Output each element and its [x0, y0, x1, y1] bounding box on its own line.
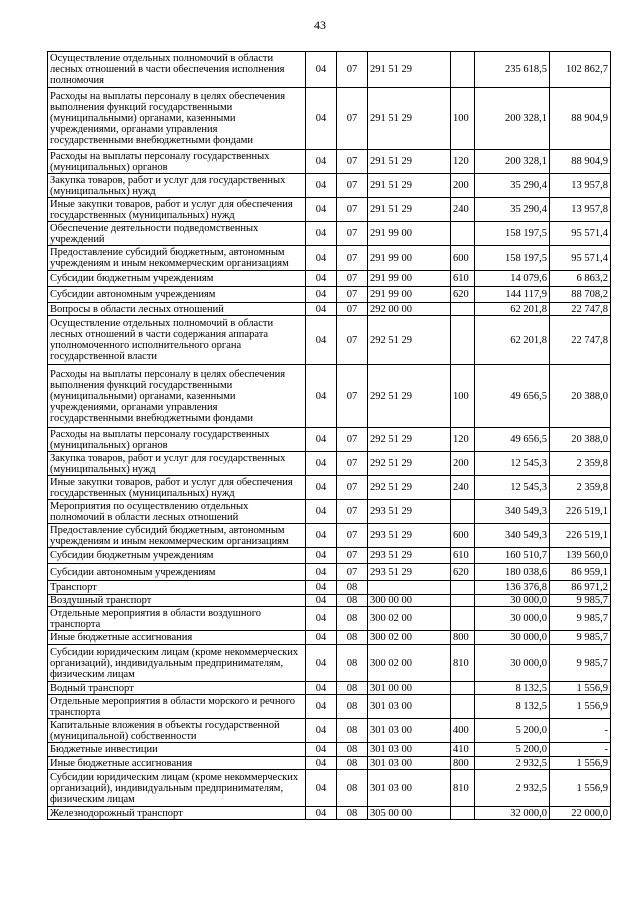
- row-section: 04: [306, 631, 337, 645]
- row-amount-actual: 86 971,2: [550, 581, 611, 595]
- row-expense-type: [451, 303, 475, 316]
- row-expense-type: 610: [451, 271, 475, 287]
- row-amount-plan: 136 376,8: [475, 581, 550, 595]
- row-subsection: 07: [337, 316, 368, 365]
- row-amount-plan: 49 656,5: [475, 365, 550, 428]
- row-amount-actual: -: [550, 719, 611, 743]
- row-subsection: 07: [337, 174, 368, 198]
- row-expense-type: 800: [451, 631, 475, 645]
- row-amount-actual: 226 519,1: [550, 500, 611, 524]
- row-section: 04: [306, 476, 337, 500]
- row-name: Водный транспорт: [48, 682, 306, 695]
- row-expense-type: 600: [451, 524, 475, 548]
- table-row: [48, 695, 611, 719]
- row-target-code: 301 00 00: [368, 682, 451, 695]
- table-row: [48, 316, 611, 365]
- row-expense-type: [451, 222, 475, 246]
- table-row: [48, 500, 611, 524]
- table-row: [48, 607, 611, 631]
- row-amount-plan: 30 000,0: [475, 595, 550, 607]
- row-name: Расходы на выплаты персоналу государственных (муниципальных) органов: [48, 150, 306, 174]
- row-subsection: 08: [337, 682, 368, 695]
- row-amount-plan: 35 290,4: [475, 198, 550, 222]
- row-amount-actual: 9 985,7: [550, 631, 611, 645]
- row-amount-plan: 2 932,5: [475, 770, 550, 807]
- row-amount-plan: 2 932,5: [475, 757, 550, 770]
- row-amount-plan: 8 132,5: [475, 695, 550, 719]
- row-amount-actual: 20 388,0: [550, 428, 611, 452]
- row-section: 04: [306, 645, 337, 682]
- row-target-code: 291 99 00: [368, 287, 451, 303]
- table-body: [48, 52, 611, 820]
- row-expense-type: 620: [451, 564, 475, 581]
- row-target-code: 293 51 29: [368, 524, 451, 548]
- row-amount-actual: 9 985,7: [550, 595, 611, 607]
- row-section: 04: [306, 287, 337, 303]
- row-name: Отдельные мероприятия в области морского и речного транспорта: [48, 695, 306, 719]
- row-section: 04: [306, 581, 337, 595]
- table-row: [48, 222, 611, 246]
- row-subsection: 08: [337, 770, 368, 807]
- row-section: 04: [306, 770, 337, 807]
- row-expense-type: [451, 682, 475, 695]
- row-expense-type: [451, 316, 475, 365]
- row-name: Обеспечение деятельности подведомственных учреждений: [48, 222, 306, 246]
- row-name: Транспорт: [48, 581, 306, 595]
- row-amount-actual: 139 560,0: [550, 548, 611, 564]
- table-row: [48, 150, 611, 174]
- row-amount-plan: 5 200,0: [475, 743, 550, 757]
- row-amount-actual: 1 556,9: [550, 770, 611, 807]
- row-target-code: 293 51 29: [368, 564, 451, 581]
- row-name: Предоставление субсидий бюджетным, автономным учреждениям и иным некоммерческим организациям: [48, 246, 306, 271]
- row-expense-type: 120: [451, 428, 475, 452]
- row-expense-type: 800: [451, 757, 475, 770]
- row-target-code: 291 51 29: [368, 52, 451, 88]
- row-name: Предоставление субсидий бюджетным, автономным учреждениям и иным некоммерческим организациям: [48, 524, 306, 548]
- row-section: 04: [306, 271, 337, 287]
- row-name: Иные бюджетные ассигнования: [48, 631, 306, 645]
- row-amount-actual: 88 904,9: [550, 88, 611, 150]
- row-name: Закупка товаров, работ и услуг для государственных (муниципальных) нужд: [48, 174, 306, 198]
- row-amount-plan: 200 328,1: [475, 150, 550, 174]
- row-amount-actual: 6 863,2: [550, 271, 611, 287]
- row-section: 04: [306, 500, 337, 524]
- table-row: [48, 548, 611, 564]
- table-row: [48, 428, 611, 452]
- table-row: [48, 631, 611, 645]
- row-target-code: 291 99 00: [368, 222, 451, 246]
- row-name: Отдельные мероприятия в области воздушного транспорта: [48, 607, 306, 631]
- row-amount-actual: 22 000,0: [550, 807, 611, 820]
- row-amount-plan: 160 510,7: [475, 548, 550, 564]
- row-amount-plan: 144 117,9: [475, 287, 550, 303]
- row-amount-plan: 5 200,0: [475, 719, 550, 743]
- table-row: [48, 581, 611, 595]
- row-amount-actual: 102 862,7: [550, 52, 611, 88]
- row-target-code: 301 03 00: [368, 770, 451, 807]
- row-target-code: 301 03 00: [368, 757, 451, 770]
- row-amount-actual: 13 957,8: [550, 198, 611, 222]
- table-row: [48, 365, 611, 428]
- row-subsection: 07: [337, 365, 368, 428]
- row-subsection: 07: [337, 500, 368, 524]
- row-target-code: 293 51 29: [368, 500, 451, 524]
- row-expense-type: 600: [451, 246, 475, 271]
- row-name: Расходы на выплаты персоналу в целях обеспечения выполнения функций государственными (муниципальными) органами, казенными учреждениями, органами управления государственными внебюджетными фондами: [48, 88, 306, 150]
- row-target-code: 301 03 00: [368, 695, 451, 719]
- row-target-code: [368, 581, 451, 595]
- row-subsection: 07: [337, 271, 368, 287]
- row-target-code: 292 51 29: [368, 452, 451, 476]
- row-amount-actual: 86 959,1: [550, 564, 611, 581]
- table-row: [48, 271, 611, 287]
- row-subsection: 07: [337, 88, 368, 150]
- row-section: 04: [306, 365, 337, 428]
- row-section: 04: [306, 807, 337, 820]
- row-section: 04: [306, 174, 337, 198]
- row-section: 04: [306, 595, 337, 607]
- row-amount-plan: 14 079,6: [475, 271, 550, 287]
- table-row: [48, 287, 611, 303]
- row-subsection: 08: [337, 743, 368, 757]
- row-target-code: 291 99 00: [368, 246, 451, 271]
- row-subsection: 08: [337, 607, 368, 631]
- row-amount-plan: 158 197,5: [475, 222, 550, 246]
- row-name: Воздушный транспорт: [48, 595, 306, 607]
- row-section: 04: [306, 719, 337, 743]
- row-target-code: 300 02 00: [368, 607, 451, 631]
- row-section: 04: [306, 682, 337, 695]
- row-amount-plan: 30 000,0: [475, 607, 550, 631]
- budget-table: [47, 51, 611, 820]
- row-section: 04: [306, 695, 337, 719]
- row-section: 04: [306, 452, 337, 476]
- row-subsection: 07: [337, 150, 368, 174]
- row-subsection: 07: [337, 452, 368, 476]
- row-subsection: 07: [337, 548, 368, 564]
- row-amount-plan: 200 328,1: [475, 88, 550, 150]
- table-row: [48, 719, 611, 743]
- row-name: Осуществление отдельных полномочий в области лесных отношений в части содержания аппарата уполномоченного исполнительного органа государственной власти: [48, 316, 306, 365]
- row-amount-actual: -: [550, 743, 611, 757]
- row-amount-plan: 35 290,4: [475, 174, 550, 198]
- row-expense-type: 200: [451, 452, 475, 476]
- table-row: [48, 303, 611, 316]
- table-row: [48, 452, 611, 476]
- row-expense-type: 120: [451, 150, 475, 174]
- row-target-code: 293 51 29: [368, 548, 451, 564]
- row-expense-type: 810: [451, 770, 475, 807]
- table-row: [48, 88, 611, 150]
- row-expense-type: 610: [451, 548, 475, 564]
- table-row: [48, 807, 611, 820]
- row-amount-actual: 88 708,2: [550, 287, 611, 303]
- row-amount-plan: 235 618,5: [475, 52, 550, 88]
- row-expense-type: 100: [451, 365, 475, 428]
- row-section: 04: [306, 303, 337, 316]
- row-target-code: 292 51 29: [368, 428, 451, 452]
- row-subsection: 07: [337, 303, 368, 316]
- row-subsection: 07: [337, 428, 368, 452]
- row-name: Закупка товаров, работ и услуг для государственных (муниципальных) нужд: [48, 452, 306, 476]
- row-amount-plan: 62 201,8: [475, 303, 550, 316]
- row-amount-plan: 30 000,0: [475, 631, 550, 645]
- row-amount-plan: 49 656,5: [475, 428, 550, 452]
- row-name: Мероприятия по осуществлению отдельных полномочий в области лесных отношений: [48, 500, 306, 524]
- row-name: Субсидии автономным учреждениям: [48, 287, 306, 303]
- row-target-code: 300 02 00: [368, 645, 451, 682]
- row-expense-type: [451, 581, 475, 595]
- row-expense-type: [451, 607, 475, 631]
- row-subsection: 08: [337, 807, 368, 820]
- row-subsection: 07: [337, 198, 368, 222]
- row-section: 04: [306, 316, 337, 365]
- row-amount-actual: 9 985,7: [550, 607, 611, 631]
- row-target-code: 291 51 29: [368, 150, 451, 174]
- row-expense-type: 240: [451, 198, 475, 222]
- row-amount-plan: 62 201,8: [475, 316, 550, 365]
- row-amount-actual: 95 571,4: [550, 246, 611, 271]
- table-row: [48, 682, 611, 695]
- row-amount-plan: 12 545,3: [475, 476, 550, 500]
- row-target-code: 292 00 00: [368, 303, 451, 316]
- row-section: 04: [306, 524, 337, 548]
- row-expense-type: 810: [451, 645, 475, 682]
- row-section: 04: [306, 548, 337, 564]
- row-target-code: 291 51 29: [368, 174, 451, 198]
- row-amount-actual: 1 556,9: [550, 695, 611, 719]
- row-amount-plan: 340 549,3: [475, 500, 550, 524]
- row-name: Расходы на выплаты персоналу государственных (муниципальных) органов: [48, 428, 306, 452]
- row-amount-plan: 158 197,5: [475, 246, 550, 271]
- row-amount-actual: 2 359,8: [550, 476, 611, 500]
- row-name: Субсидии автономным учреждениям: [48, 564, 306, 581]
- page-number: 43: [314, 18, 326, 32]
- row-amount-plan: 30 000,0: [475, 645, 550, 682]
- row-amount-actual: 13 957,8: [550, 174, 611, 198]
- row-target-code: 305 00 00: [368, 807, 451, 820]
- row-amount-actual: 95 571,4: [550, 222, 611, 246]
- row-target-code: 301 03 00: [368, 743, 451, 757]
- table-row: [48, 645, 611, 682]
- row-target-code: 291 51 29: [368, 88, 451, 150]
- row-target-code: 292 51 29: [368, 316, 451, 365]
- row-expense-type: 240: [451, 476, 475, 500]
- row-section: 04: [306, 743, 337, 757]
- table-row: [48, 757, 611, 770]
- row-name: Субсидии юридическим лицам (кроме некоммерческих организаций), индивидуальным предпринимателям, физическим лицам: [48, 645, 306, 682]
- row-target-code: 301 03 00: [368, 719, 451, 743]
- row-section: 04: [306, 150, 337, 174]
- row-subsection: 07: [337, 524, 368, 548]
- row-name: Железнодорожный транспорт: [48, 807, 306, 820]
- row-expense-type: 620: [451, 287, 475, 303]
- row-section: 04: [306, 88, 337, 150]
- row-amount-actual: 226 519,1: [550, 524, 611, 548]
- row-amount-actual: 1 556,9: [550, 682, 611, 695]
- row-subsection: 08: [337, 719, 368, 743]
- row-name: Субсидии бюджетным учреждениям: [48, 548, 306, 564]
- table-row: [48, 198, 611, 222]
- table-row: [48, 524, 611, 548]
- row-expense-type: [451, 695, 475, 719]
- row-name: Вопросы в области лесных отношений: [48, 303, 306, 316]
- table-row: [48, 595, 611, 607]
- row-amount-plan: 32 000,0: [475, 807, 550, 820]
- row-name: Осуществление отдельных полномочий в области лесных отношений в части обеспечения исполнения полномочия: [48, 52, 306, 88]
- row-amount-actual: 22 747,8: [550, 303, 611, 316]
- row-expense-type: 100: [451, 88, 475, 150]
- row-section: 04: [306, 757, 337, 770]
- row-subsection: 08: [337, 757, 368, 770]
- row-amount-actual: 1 556,9: [550, 757, 611, 770]
- row-expense-type: [451, 807, 475, 820]
- row-target-code: 300 02 00: [368, 631, 451, 645]
- row-section: 04: [306, 607, 337, 631]
- row-subsection: 08: [337, 581, 368, 595]
- row-target-code: 300 00 00: [368, 595, 451, 607]
- row-subsection: 07: [337, 476, 368, 500]
- row-amount-plan: 12 545,3: [475, 452, 550, 476]
- row-target-code: 291 99 00: [368, 271, 451, 287]
- row-name: Субсидии бюджетным учреждениям: [48, 271, 306, 287]
- table-row: [48, 246, 611, 271]
- row-amount-plan: 180 038,6: [475, 564, 550, 581]
- table-row: [48, 564, 611, 581]
- row-subsection: 07: [337, 246, 368, 271]
- row-amount-actual: 88 904,9: [550, 150, 611, 174]
- row-section: 04: [306, 52, 337, 88]
- row-name: Иные закупки товаров, работ и услуг для обеспечения государственных (муниципальных) нужд: [48, 476, 306, 500]
- row-expense-type: [451, 595, 475, 607]
- row-name: Иные бюджетные ассигнования: [48, 757, 306, 770]
- row-subsection: 08: [337, 631, 368, 645]
- row-name: Субсидии юридическим лицам (кроме некоммерческих организаций), индивидуальным предпринимателям, физическим лицам: [48, 770, 306, 807]
- table-row: [48, 476, 611, 500]
- row-subsection: 08: [337, 595, 368, 607]
- row-name: Иные закупки товаров, работ и услуг для обеспечения государственных (муниципальных) нужд: [48, 198, 306, 222]
- row-subsection: 07: [337, 287, 368, 303]
- row-amount-actual: 22 747,8: [550, 316, 611, 365]
- row-subsection: 07: [337, 52, 368, 88]
- row-amount-actual: 2 359,8: [550, 452, 611, 476]
- row-name: Капитальные вложения в объекты государственной (муниципальной) собственности: [48, 719, 306, 743]
- row-amount-plan: 8 132,5: [475, 682, 550, 695]
- table-row: [48, 174, 611, 198]
- row-expense-type: 200: [451, 174, 475, 198]
- row-amount-plan: 340 549,3: [475, 524, 550, 548]
- row-subsection: 08: [337, 695, 368, 719]
- row-expense-type: [451, 52, 475, 88]
- row-expense-type: [451, 500, 475, 524]
- table-row: [48, 743, 611, 757]
- row-section: 04: [306, 428, 337, 452]
- row-subsection: 07: [337, 222, 368, 246]
- row-target-code: 291 51 29: [368, 198, 451, 222]
- row-section: 04: [306, 246, 337, 271]
- row-target-code: 292 51 29: [368, 476, 451, 500]
- row-subsection: 07: [337, 564, 368, 581]
- row-expense-type: 410: [451, 743, 475, 757]
- row-target-code: 292 51 29: [368, 365, 451, 428]
- row-amount-actual: 20 388,0: [550, 365, 611, 428]
- row-amount-actual: 9 985,7: [550, 645, 611, 682]
- row-section: 04: [306, 222, 337, 246]
- table-row: [48, 770, 611, 807]
- row-subsection: 08: [337, 645, 368, 682]
- row-name: Бюджетные инвестиции: [48, 743, 306, 757]
- row-section: 04: [306, 564, 337, 581]
- row-name: Расходы на выплаты персоналу в целях обеспечения выполнения функций государственными (муниципальными) органами, казенными учреждениями, органами управления государственными внебюджетными фондами: [48, 365, 306, 428]
- row-expense-type: 400: [451, 719, 475, 743]
- row-section: 04: [306, 198, 337, 222]
- table-row: [48, 52, 611, 88]
